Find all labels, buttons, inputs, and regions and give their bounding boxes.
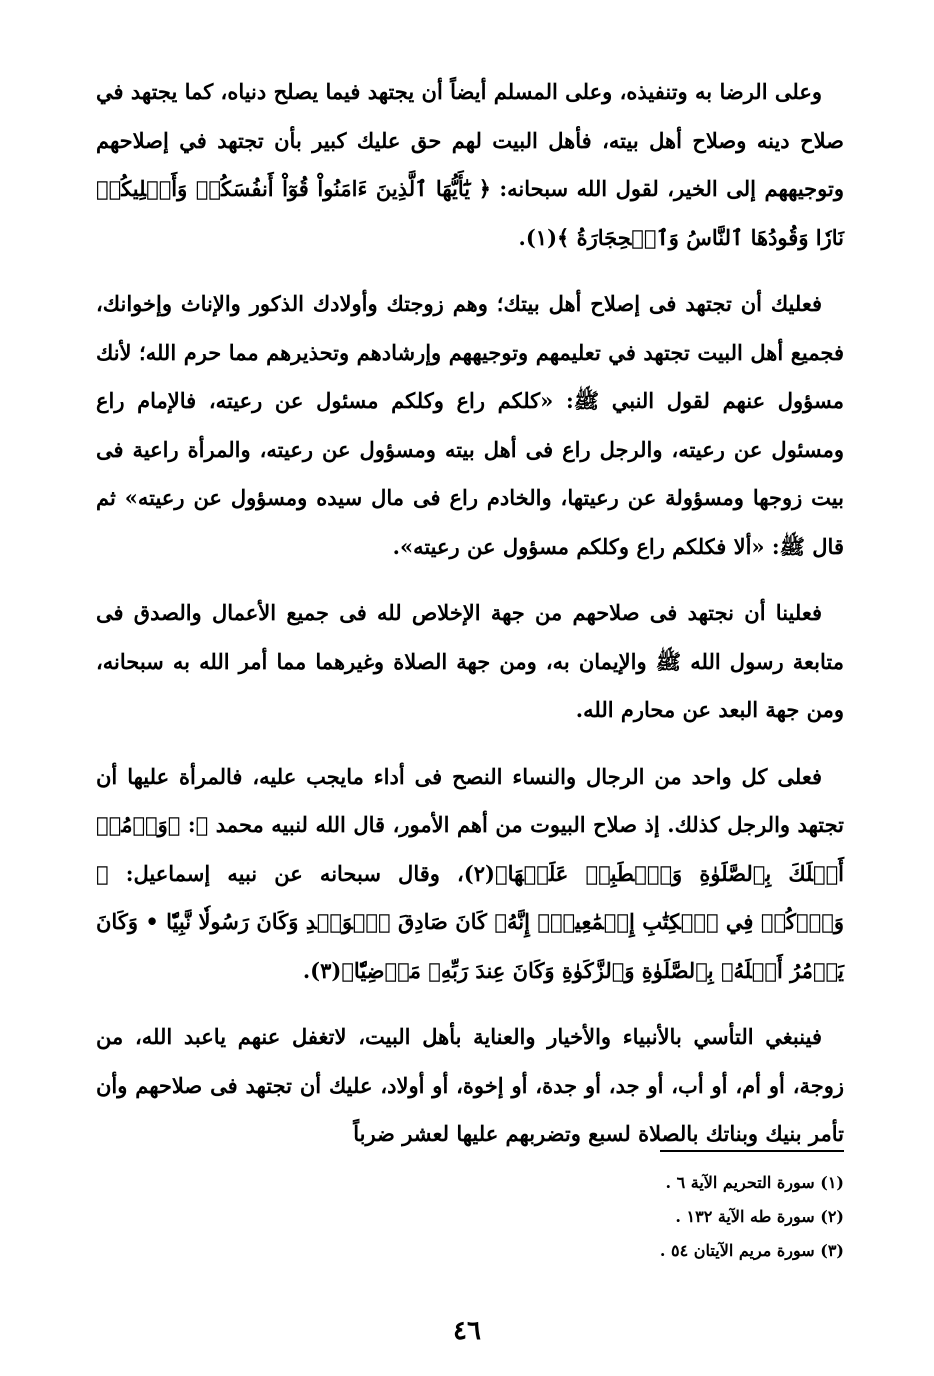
paragraph-2: فعليك أن تجتهد فى إصلاح أهل بيتك؛ وهم زوجتك وأولادك الذكور والإناث وإخوانك، فجميع أهل البيت تجتهد في تعليمهم وتوجيههم وإرشادهم وتحذيرهم مما حرم الله؛ لأنك مسؤول عنهم لقول النبي ﷺ: «كلكم راع وكلكم مسئول عن رعيته، فالإمام راع ومسئول عن رعيته، والرجل راع فى أهل بيته ومسؤول عن رعيته، والمرأة راعية فى بيت زوجها ومسؤولة عن رعيتها، والخادم راع فى مال سيده ومسؤول عن رعيته» ثم قال ﷺ: «ألا فكلكم راع وكلكم مسؤول عن رعيته».	[96, 291, 844, 559]
footnote-3: (٣) سورة مريم الآيتان ٥٤ .	[659, 1241, 844, 1260]
paragraph-3: فعلينا أن نجتهد فى صلاحهم من جهة الإخلاص لله فى جميع الأعمال والصدق فى متابعة رسول الله ﷺ والإيمان به، ومن جهة الصلاة وغيرهما مما أمر الله به سبحانه، ومن جهة البعد عن محارم الله.	[96, 600, 844, 722]
footnote-divider	[660, 1150, 844, 1152]
paragraph-4: فعلى كل واحد من الرجال والنساء النصح فى أداء مايجب عليه، فالمرأة عليها أن تجتهد والرجل كذلك. إذ صلاح البيوت من أهم الأمور، قال الله لنبيه محمد ﷺ: ﴿وَأۡمُرۡ أَهۡلَكَ بِٱلصَّلَوٰةِ وَٱصۡطَبِرۡ عَلَيۡهَا﴾(٢)، وقال سبحانه عن نبيه إسماعيل: ﴿ وَٱذۡكُرۡ فِي ٱلۡكِتَٰبِ إِسۡمَٰعِيلَۚ إِنَّهُۥ كَانَ صَادِقَ ٱلۡوَعۡدِ وَكَانَ رَسُولٗا نَّبِيّٗا • وَكَانَ يَأۡمُرُ أَهۡلَهُۥ بِٱلصَّلَوٰةِ وَٱلزَّكَوٰةِ وَكَانَ عِندَ رَبِّهِۦ مَرۡضِيّٗا﴾(٣).	[96, 763, 845, 983]
footnote-2: (٢) سورة طه الآية ١٣٢ .	[675, 1207, 844, 1226]
footnote-1: (١) سورة التحريم الآية ٦ .	[665, 1173, 844, 1192]
footnotes	[444, 1166, 844, 1268]
page-number: ٤٦	[453, 1316, 481, 1346]
paragraph-1: وعلى الرضا به وتنفيذه، وعلى المسلم أيضاً أن يجتهد فيما يصلح دنياه، كما يجتهد في صلاح دينه وصلاح أهل بيته، فأهل البيت لهم حق عليك كبير بأن تجتهد في إصلاحهم وتوجيههم إلى الخير، لقول الله سبحانه: ﴿ يَٰٓأَيُّهَا ٱلَّذِينَ ءَامَنُواْ قُوٓاْ أَنفُسَكُمۡ وَأَهۡلِيكُمۡ نَارٗا وَقُودُهَا ٱلنَّاسُ وَٱلۡحِجَارَةُ ﴾(١).	[96, 79, 844, 250]
page-body	[96, 68, 844, 1328]
paragraph-5: فينبغي التأسي بالأنبياء والأخيار والعناية بأهل البيت، لاتغفل عنهم ياعبد الله، من زوجة، أو أم، أو أب، أو جد، أو جدة، أو إخوة، أو أولاد، عليك أن تجتهد فى صلاحهم وأن تأمر بنيك وبناتك بالصلاة لسبع وتضربهم عليها لعشر ضرباً	[96, 1024, 844, 1146]
